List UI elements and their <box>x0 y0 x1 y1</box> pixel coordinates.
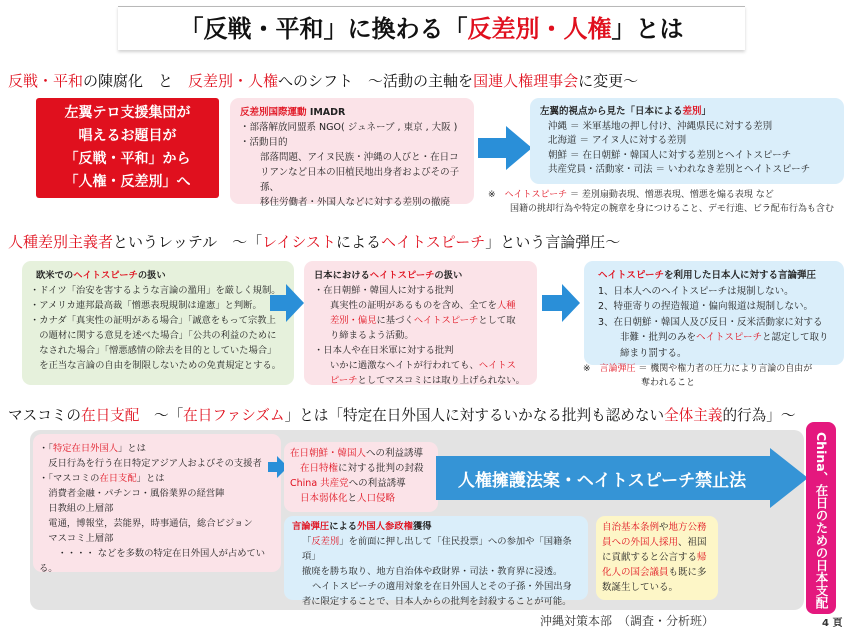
suffrage-line: ヘイトスピーチの適用対象を在日外国人とその子孫・外国出身 <box>312 581 572 592</box>
western-line: を正当な言論の自由を制限しないための免責規定とする。 <box>30 360 282 371</box>
suppression-heading: ヘイトスピーチを利用した日本人に対する言論弾圧 <box>598 270 817 281</box>
local-line: 数誕生している。 <box>602 582 679 593</box>
imadr-box <box>230 98 474 208</box>
interest-line: China 共産党への利益誘導 <box>290 478 406 489</box>
zainichi-line: マスコミ上層部 <box>39 533 114 544</box>
japan-line: ・日本人や在日米軍に対する批判 <box>314 345 454 356</box>
interest-line: 日本弱体化と人口侵略 <box>300 493 396 504</box>
western-line: ・アメリカ連邦最高裁「憎悪表現規制は違憲」と判断。 <box>30 300 262 311</box>
western-line: の題材に関する意見を述べた場合」「公共の利益のために <box>30 330 277 341</box>
suffrage-box <box>284 516 588 607</box>
japan-line: 差別・偏見に基づくヘイトスピーチとして取 <box>330 315 516 326</box>
speech-suppression-note: ※ 言論弾圧 ＝ 機関や権力者の圧力により言論の自由が 奪われること <box>583 364 813 388</box>
leftwing-line: 朝鮮 ＝ 在日朝鮮・韓国人に対する差別とヘイトスピーチ <box>548 149 792 161</box>
suffrage-heading: 言論弾圧による外国人参政権獲得 <box>292 521 432 532</box>
right-arrow-icon <box>478 124 534 172</box>
zainichi-line: ・「特定在日外国人」とは <box>39 443 146 454</box>
section-heading-3: マスコミの在日支配 ～「在日ファシズム」とは「特定在日外国人に対するいかなる批判も認めない全体主義的行為」～ <box>8 407 796 424</box>
china-domination-label: China、在日のための日本支配 <box>806 422 836 614</box>
japan-line: ・在日朝鮮・韓国人に対する批判 <box>314 285 454 296</box>
western-line: ・ドイツ「治安を害するような言論の濫用」を厳しく規制。 <box>30 285 281 296</box>
page-title: 「反戦・平和」に換わる「反差別・人権」とは <box>118 6 745 50</box>
zainichi-line: ・「マスコミの在日支配」とは <box>39 473 165 484</box>
zainichi-definition-box <box>33 434 281 572</box>
suffrage-line: 「反差別」を前面に押し出して「住民投票」への参加や「国籍条項」 <box>302 536 572 562</box>
banner-text: 人権擁護法案・ヘイトスピーチ禁止法 <box>457 471 747 491</box>
local-line: 自治基本条例や地方公務 <box>602 522 707 533</box>
imadr-line: 移住労働者・外国人などに対する差別の撤廃 <box>260 197 451 208</box>
suppression-line: 3、在日朝鮮・韓国人及び反日・反米活動家に対する <box>598 316 823 328</box>
japan-line: ピーチとしてマスコミには取り上げられない。 <box>330 375 525 386</box>
suppression-line: 1、日本人へのヘイトスピーチは規制しない。 <box>598 285 794 297</box>
zainichi-line: 日教組の上層部 <box>39 503 114 514</box>
western-heading: 欧米でのヘイトスピーチの扱い <box>36 270 166 281</box>
interest-line: 在日特権に対する批判の封殺 <box>300 463 424 474</box>
japan-line: り締まるよう活動。 <box>330 330 414 341</box>
japan-treatment-box <box>304 261 537 385</box>
local-line: 化人の国会議員も既に多 <box>602 567 707 578</box>
speech-suppression-box <box>584 261 844 365</box>
section-heading-2: 人種差別主義者というレッテル ～「レイシストによるヘイトスピーチ」という言論弾圧～ <box>8 233 621 251</box>
interest-line: 在日朝鮮・韓国人への利益誘導 <box>290 448 424 459</box>
japan-line: いかに過激なヘイトが行われても、ヘイトス <box>330 360 516 371</box>
interest-inducement-box <box>284 442 438 512</box>
western-line: なされた場合」「憎悪感情の除去を目的としていた場合」 <box>30 345 277 356</box>
leftwing-line: 沖縄 ＝ 米軍基地の押し付け、沖縄県民に対する差別 <box>548 120 773 132</box>
hate-speech-note: ※ ヘイトスピーチ ＝ 差別扇動表現、憎悪表現、憎悪を煽る表現 など 国籍の挑却行為や特定の腕章を身につけること、デモ行進、ビラ配布行為も含む <box>488 190 834 214</box>
local-government-box <box>596 516 718 600</box>
japan-heading: 日本におけるヘイトスピーチの扱い <box>314 270 463 281</box>
imadr-line: ・部落解放同盟系 NGO( ジュネーブ , 東京 , 大阪 ) <box>240 122 458 133</box>
suppression-line: 締まり罰する。 <box>620 347 687 359</box>
leftwing-heading: 左翼的視点から見た「日本による差別」 <box>540 106 712 117</box>
suffrage-line: 撤廃を勝ち取り、地方自治体や政財界・司法・教育界に浸透。 <box>302 566 563 577</box>
zainichi-line: 反日行為を行う在日特定アジア人およびその支援者 <box>39 458 262 469</box>
leftwing-line: 共産党員・活動家・司法 ＝ いわれなき差別とヘイトスピーチ <box>548 164 811 175</box>
slogan-line: 「人権・反差別」へ <box>64 174 191 190</box>
zainichi-line: 電通，博報堂，芸能界，時事通信，総合ビジョン <box>39 518 253 529</box>
local-line: に貢献すると公言する帰 <box>602 552 707 563</box>
right-arrow-icon <box>270 282 306 324</box>
right-arrow-icon <box>542 282 582 324</box>
slogan-line: 唱えるお題目が <box>78 128 177 144</box>
imadr-line: ・活動目的 <box>240 137 288 148</box>
japan-line: 真実性の証明があるものを含め、全てを人種 <box>330 300 516 311</box>
local-line: 員への外国人採用、祖国 <box>602 537 707 548</box>
page-number: 4 頁 <box>822 618 843 629</box>
leftwing-line: 北海道 ＝ アイヌ人に対する差別 <box>548 135 687 146</box>
section-heading-1: 反戦・平和の陳腐化 と 反差別・人権へのシフト ～活動の主軸を国連人権理事会に変更～ <box>8 72 639 90</box>
slogan-line: 「反戦・平和」から <box>64 151 191 167</box>
slogan-red-box <box>36 98 219 198</box>
zainichi-line: 消費者金融・パチンコ・風俗業界の経営陣 <box>39 488 225 499</box>
suffrage-line: 者に限定することで、日本人からの批判を封殺することが可能。 <box>302 596 572 607</box>
western-treatment-box <box>22 261 294 385</box>
imadr-heading: 反差別国際運動 IMADR <box>240 107 346 118</box>
footer-org: 沖縄対策本部 （調査・分析班） <box>540 614 715 628</box>
slogan-line: 左翼テロ支援集団が <box>64 105 191 121</box>
zainichi-line: ・・・・ などを多数の特定在日外国人が占めている。 <box>39 548 266 574</box>
imadr-line: 部落問題、アイヌ民族・沖縄の人びと・在日コ <box>260 152 459 163</box>
imadr-line: リアンなど日本の旧植民地出身者およびその子孫、 <box>260 167 460 193</box>
suppression-line: 2、特亜寄りの捏造報道・偏向報道は規制しない。 <box>598 301 814 312</box>
western-line: ・カナダ「真実性の証明がある場合」「誠意をもって宗教上 <box>30 315 276 326</box>
suppression-line: 非難・批判のみをヘイトスピーチと認定して取り <box>620 332 829 343</box>
leftwing-view-box <box>530 98 844 184</box>
